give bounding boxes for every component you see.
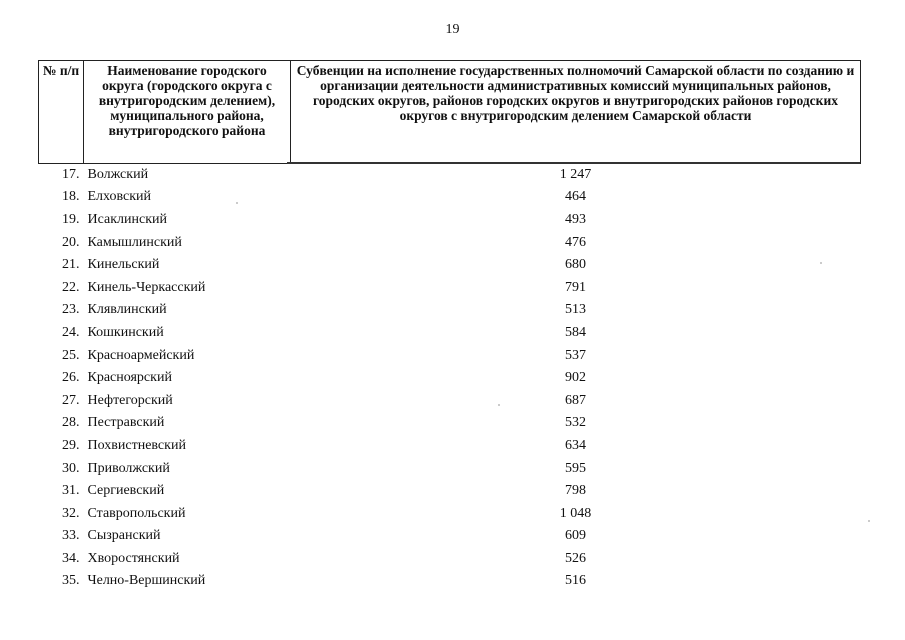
- table-row: [39, 412, 861, 435]
- district-name: Камышлинский: [87, 234, 182, 250]
- scan-speck: [498, 404, 500, 406]
- row-number: 25.: [62, 347, 80, 363]
- row-number: 27.: [62, 392, 80, 408]
- district-name: Ставропольский: [87, 505, 186, 521]
- header-bottom-rule: [287, 162, 860, 164]
- subvention-value: 516: [565, 573, 586, 589]
- table-row: [39, 480, 861, 503]
- subvention-value: 537: [565, 347, 586, 363]
- subvention-value: 476: [565, 234, 586, 250]
- row-number: 33.: [62, 528, 80, 544]
- table-row: [39, 164, 861, 187]
- district-name: Сергиевский: [87, 483, 165, 499]
- table-row: [39, 209, 861, 232]
- page-number: 19: [445, 22, 460, 37]
- row-number: 17.: [62, 167, 80, 183]
- subvention-value: 687: [565, 392, 586, 408]
- table-row: [39, 322, 861, 345]
- scan-speck: [868, 520, 870, 522]
- district-name: Красноармейский: [87, 347, 195, 363]
- row-number: 28.: [62, 415, 80, 431]
- row-number: 32.: [62, 505, 80, 521]
- row-number: 23.: [62, 302, 80, 318]
- header-name: Наименование городского округа (городского округа с внутригородским делением), муниципального района, внутригородского района: [84, 61, 291, 164]
- district-name: Хворостянский: [87, 550, 180, 566]
- district-name: Похвистневский: [87, 437, 186, 453]
- subvention-value: 1 247: [559, 167, 592, 183]
- district-name: Приволжский: [87, 460, 170, 476]
- table-row: [39, 502, 861, 525]
- district-name: Кошкинский: [87, 324, 164, 340]
- table-row: [39, 525, 861, 548]
- subvention-value: 609: [565, 528, 586, 544]
- table-row: [39, 231, 861, 254]
- table-header: [39, 61, 861, 164]
- subvention-value: 680: [565, 257, 586, 273]
- table-row: [39, 548, 861, 571]
- district-name: Кинельский: [87, 257, 160, 273]
- district-name: Исаклинский: [87, 211, 167, 227]
- subvention-value: 595: [565, 460, 586, 476]
- subvention-value: 798: [565, 483, 586, 499]
- row-number: 24.: [62, 324, 80, 340]
- header-subvention: Субвенции на исполнение государственных полномочий Самарской области по созданию и организации деятельности административных комиссий муниципальных районов, городских округов, районов городских округов и внутригородских районов городских округов с внутригородским делением Самарской области: [291, 61, 861, 164]
- row-number: 20.: [62, 234, 80, 250]
- district-name: Клявлинский: [87, 302, 167, 318]
- subsidies-table: [38, 60, 861, 593]
- table-row: [39, 457, 861, 480]
- district-name: Пестравский: [87, 415, 165, 431]
- district-name: Челно-Вершинский: [87, 573, 206, 589]
- row-number: 22.: [62, 279, 80, 295]
- subvention-value: 493: [565, 211, 586, 227]
- table-row: [39, 344, 861, 367]
- subvention-value: 1 048: [559, 505, 592, 521]
- row-number: 31.: [62, 483, 80, 499]
- table-row: [39, 389, 861, 412]
- subvention-value: 584: [565, 324, 586, 340]
- table-row: [39, 570, 861, 593]
- header-row: [39, 61, 861, 164]
- table-row: [39, 299, 861, 322]
- district-name: Волжский: [87, 167, 149, 183]
- scan-speck: [236, 202, 238, 204]
- subvention-value: 532: [565, 415, 586, 431]
- header-number: № п/п: [39, 61, 84, 164]
- subvention-value: 526: [565, 550, 586, 566]
- district-name: Сызранский: [87, 528, 161, 544]
- district-name: Кинель-Черкасский: [87, 279, 206, 295]
- subvention-value: 791: [565, 279, 586, 295]
- district-name: Красноярский: [87, 370, 172, 386]
- subvention-value: 634: [565, 437, 586, 453]
- table-row: [39, 276, 861, 299]
- table-row: [39, 435, 861, 458]
- row-number: 19.: [62, 211, 80, 227]
- row-number: 21.: [62, 257, 80, 273]
- row-number: 29.: [62, 437, 80, 453]
- row-number: 35.: [62, 573, 80, 589]
- row-number: 18.: [62, 189, 80, 205]
- subvention-value: 513: [565, 302, 586, 318]
- district-name: Елховский: [87, 189, 152, 205]
- district-name: Нефтегорский: [87, 392, 173, 408]
- table-row: [39, 254, 861, 277]
- row-number: 34.: [62, 550, 80, 566]
- table-body: [39, 164, 861, 593]
- table-row: [39, 367, 861, 390]
- subvention-value: 464: [565, 189, 586, 205]
- subvention-value: 902: [565, 370, 586, 386]
- row-number: 26.: [62, 370, 80, 386]
- row-number: 30.: [62, 460, 80, 476]
- table-row: [39, 186, 861, 209]
- scan-speck: [820, 262, 822, 264]
